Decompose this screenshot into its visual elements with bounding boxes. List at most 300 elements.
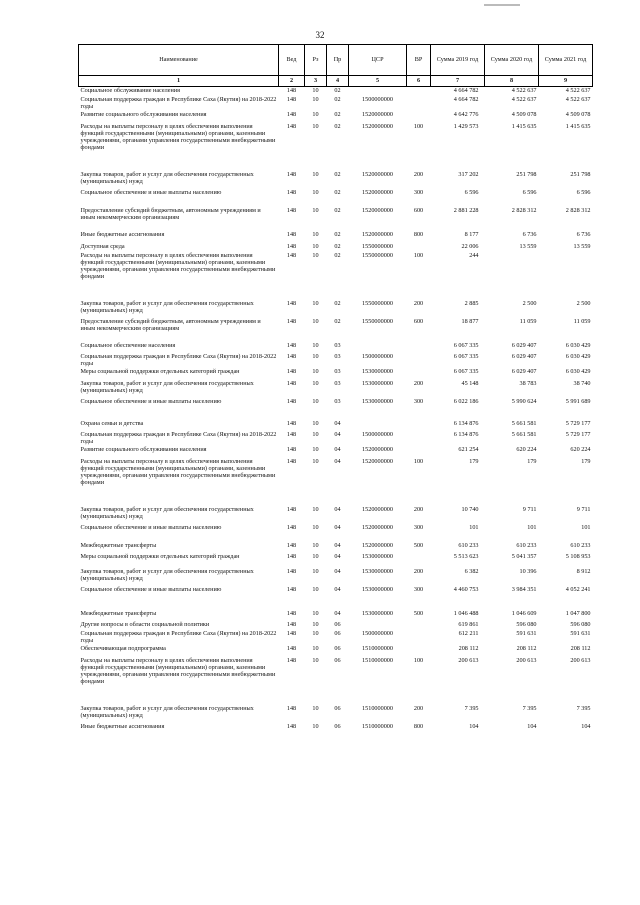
- row-sum-2020: 5 990 624: [511, 397, 537, 405]
- table-row: [79, 398, 593, 420]
- row-name: Охрана семьи и детства: [80, 419, 144, 427]
- column-number: 9: [539, 76, 593, 87]
- row-sum-2020: 1 415 635: [511, 122, 537, 130]
- row-rz: 10: [312, 95, 319, 103]
- row-ved: 148: [286, 299, 297, 307]
- row-name: Закупка товаров, работ и услуг для обеспечения государственных (муниципальных) нужд: [80, 505, 254, 520]
- row-sum-2021: 4 509 078: [565, 110, 591, 118]
- row-rz: 10: [312, 629, 319, 637]
- row-sum-2019: 208 112: [458, 644, 479, 652]
- column-number: 7: [431, 76, 485, 87]
- row-name: Расходы на выплаты персоналу в целях обеспечения выполнения функций государственными (муниципальными) органами, казенными учреждениями, органами управления государственными внебюджетными фондами: [80, 656, 276, 686]
- row-sum-2020: 6 736: [522, 230, 537, 238]
- row-rz: 10: [312, 122, 319, 130]
- row-rz: 10: [312, 541, 319, 549]
- row-rz: 10: [312, 87, 319, 94]
- row-csr: 1510000000: [362, 656, 393, 664]
- page-number: 32: [315, 30, 325, 40]
- row-rz: 10: [312, 419, 319, 427]
- header-pr: Пр: [327, 45, 349, 76]
- row-ved: 148: [286, 722, 297, 730]
- row-pr: 02: [334, 230, 341, 238]
- row-ved: 148: [286, 567, 297, 575]
- row-pr: 04: [334, 419, 341, 427]
- row-ved: 148: [286, 188, 297, 196]
- row-sum-2021: 13 559: [573, 242, 591, 250]
- row-csr: 1500000000: [362, 430, 393, 438]
- table-row: [79, 446, 593, 458]
- row-sum-2021: 5 991 689: [565, 397, 591, 405]
- row-rz: 10: [312, 585, 319, 593]
- row-sum-2019: 6 596: [464, 188, 479, 196]
- row-vr: [407, 87, 431, 96]
- row-sum-2020: 10 396: [519, 567, 537, 575]
- row-vr: [407, 420, 431, 431]
- row-sum-2019: 317 202: [458, 170, 479, 178]
- row-sum-2021: 5 729 177: [565, 430, 591, 438]
- row-vr: 200: [413, 704, 424, 712]
- column-number: 4: [327, 76, 349, 87]
- row-rz: 10: [312, 505, 319, 513]
- row-pr: 03: [334, 367, 341, 375]
- row-sum-2020: 6 029 407: [511, 367, 537, 375]
- row-rz: 10: [312, 110, 319, 118]
- row-sum-2021: 2 828 312: [565, 206, 591, 214]
- row-sum-2021: 1 415 635: [565, 122, 591, 130]
- table-header-row: [79, 45, 593, 76]
- row-sum-2020: 11 059: [519, 317, 537, 325]
- row-csr: 1510000000: [362, 644, 393, 652]
- row-sum-2020: 251 798: [516, 170, 537, 178]
- row-csr: 1520000000: [362, 505, 393, 513]
- row-csr: 1510000000: [362, 722, 393, 730]
- row-sum-2019: 22 006: [461, 242, 479, 250]
- row-sum-2020: 5 661 581: [511, 430, 537, 438]
- row-name: Межбюджетные трансферты: [80, 541, 157, 549]
- table-row: [79, 524, 593, 542]
- row-rz: 10: [312, 242, 319, 250]
- row-rz: 10: [312, 379, 319, 387]
- row-sum-2019: 45 148: [461, 379, 479, 387]
- row-pr: 02: [334, 95, 341, 103]
- row-pr: 02: [334, 110, 341, 118]
- row-pr: 06: [334, 722, 341, 730]
- row-ved: 148: [286, 656, 297, 664]
- row-vr: 300: [413, 188, 424, 196]
- row-ved: 148: [286, 523, 297, 531]
- row-ved: 148: [286, 704, 297, 712]
- table-row: [79, 645, 593, 657]
- table-row: [79, 300, 593, 318]
- row-sum-2019: 612 211: [458, 629, 479, 637]
- row-rz: 10: [312, 251, 319, 259]
- row-sum-2021: 6 736: [576, 230, 591, 238]
- row-ved: 148: [286, 457, 297, 465]
- row-rz: 10: [312, 230, 319, 238]
- row-csr: 1530000000: [362, 567, 393, 575]
- row-ved: 148: [286, 367, 297, 375]
- row-pr: 04: [334, 585, 341, 593]
- row-sum-2021: 104: [581, 722, 591, 730]
- table-row: [79, 111, 593, 123]
- row-sum-2019: 18 877: [461, 317, 479, 325]
- row-sum-2020: 6 596: [522, 188, 537, 196]
- table-row: [79, 705, 593, 723]
- row-sum-2019: 4 664 782: [453, 95, 479, 103]
- table-row: [79, 621, 593, 630]
- row-sum-2019: 6 067 335: [453, 367, 479, 375]
- row-csr: [349, 621, 407, 630]
- row-sum-2019: 2 881 228: [453, 206, 479, 214]
- table-row: [79, 542, 593, 553]
- table-row: [79, 553, 593, 568]
- row-sum-2020: 591 631: [516, 629, 537, 637]
- row-vr: 200: [413, 379, 424, 387]
- row-sum-2021: [539, 252, 593, 300]
- row-name: Закупка товаров, работ и услуг для обеспечения государственных (муниципальных) нужд: [80, 170, 254, 185]
- row-sum-2020: 4 509 078: [511, 110, 537, 118]
- row-pr: 02: [334, 170, 341, 178]
- row-sum-2021: 591 631: [570, 629, 591, 637]
- table-row: [79, 353, 593, 368]
- row-csr: 1520000000: [362, 110, 393, 118]
- row-rz: 10: [312, 367, 319, 375]
- row-rz: 10: [312, 552, 319, 560]
- row-pr: 06: [334, 644, 341, 652]
- row-ved: 148: [286, 317, 297, 325]
- row-vr: [407, 243, 431, 252]
- row-ved: 148: [286, 122, 297, 130]
- table-row: [79, 657, 593, 705]
- row-sum-2019: 179: [469, 457, 479, 465]
- row-sum-2020: 38 783: [519, 379, 537, 387]
- row-sum-2021: 8 912: [576, 567, 591, 575]
- row-pr: 04: [334, 541, 341, 549]
- row-csr: 1530000000: [362, 397, 393, 405]
- row-csr: 1530000000: [362, 367, 393, 375]
- row-name: Иные бюджетные ассигнования: [80, 722, 165, 730]
- table-row: [79, 431, 593, 446]
- row-vr: 600: [413, 317, 424, 325]
- budget-table: [78, 44, 593, 733]
- row-name: Социальная поддержка граждан в Республике Саха (Якутия) на 2018-2022 годы: [80, 430, 277, 445]
- row-ved: 148: [286, 242, 297, 250]
- row-pr: 04: [334, 445, 341, 453]
- row-sum-2020: 1 046 609: [511, 609, 537, 617]
- row-vr: 200: [413, 505, 424, 513]
- row-name: Расходы на выплаты персоналу в целях обеспечения выполнения функций государственными (муниципальными) органами, казенными учреждениями, органами управления государственными внебюджетными фондами: [80, 457, 276, 487]
- row-csr: 1520000000: [362, 445, 393, 453]
- row-sum-2019: 1 046 488: [453, 609, 479, 617]
- row-ved: 148: [286, 541, 297, 549]
- row-sum-2021: 7 395: [576, 704, 591, 712]
- row-csr: 1520000000: [362, 122, 393, 130]
- row-sum-2020: 9 711: [522, 505, 537, 513]
- row-pr: 02: [334, 87, 341, 94]
- row-pr: 04: [334, 523, 341, 531]
- row-sum-2021: 5 108 953: [565, 552, 591, 560]
- row-sum-2020: 610 233: [516, 541, 537, 549]
- row-rz: 10: [312, 341, 319, 349]
- row-pr: 06: [334, 620, 341, 628]
- row-pr: 04: [334, 505, 341, 513]
- table-row: [79, 96, 593, 111]
- scan-mark: [484, 4, 520, 6]
- row-name: Социальное обслуживание населения: [80, 87, 180, 94]
- row-sum-2019: 2 885: [464, 299, 479, 307]
- row-sum-2020: 4 522 637: [511, 87, 537, 94]
- row-name: Меры социальной поддержки отдельных категорий граждан: [80, 552, 240, 560]
- row-vr: [407, 621, 431, 630]
- row-ved: 148: [286, 352, 297, 360]
- row-pr: 04: [334, 430, 341, 438]
- row-sum-2021: 251 798: [570, 170, 591, 178]
- row-sum-2019: 104: [469, 722, 479, 730]
- table-row: [79, 380, 593, 398]
- row-rz: 10: [312, 457, 319, 465]
- column-number: 3: [305, 76, 327, 87]
- row-pr: 02: [334, 242, 341, 250]
- row-sum-2021: 200 613: [570, 656, 591, 664]
- header-rz: Рз: [305, 45, 327, 76]
- table-row: [79, 506, 593, 524]
- row-ved: 148: [286, 170, 297, 178]
- row-ved: 148: [286, 251, 297, 259]
- row-sum-2019: 244: [469, 251, 479, 259]
- row-ved: 148: [286, 644, 297, 652]
- row-csr: [349, 420, 407, 431]
- row-name: Социальное обеспечение и иные выплаты населению: [80, 523, 222, 531]
- row-vr: [407, 342, 431, 353]
- row-vr: [407, 446, 431, 458]
- row-name: Развитие социального обслуживания населения: [80, 445, 207, 453]
- row-sum-2021: 2 500: [576, 299, 591, 307]
- row-vr: [407, 431, 431, 446]
- row-sum-2021: 208 112: [570, 644, 591, 652]
- row-sum-2019: 6 134 876: [453, 430, 479, 438]
- table-row: [79, 630, 593, 645]
- row-sum-2019: 6 134 876: [453, 419, 479, 427]
- row-sum-2019: 101: [469, 523, 479, 531]
- row-vr: 600: [413, 206, 424, 214]
- row-pr: 02: [334, 188, 341, 196]
- header-ved: Вед: [279, 45, 305, 76]
- row-pr: 04: [334, 567, 341, 575]
- row-name: Социальное обеспечение и иные выплаты населению: [80, 585, 222, 593]
- row-sum-2021: 4 522 637: [565, 95, 591, 103]
- column-number-row: [79, 76, 593, 87]
- row-ved: 148: [286, 230, 297, 238]
- row-rz: 10: [312, 430, 319, 438]
- row-vr: 500: [413, 609, 424, 617]
- header-name: Наименование: [79, 45, 279, 76]
- row-name: Предоставление субсидий бюджетным, автономным учреждениям и иным некоммерческим организациям: [80, 206, 261, 221]
- row-rz: 10: [312, 644, 319, 652]
- row-vr: 200: [413, 299, 424, 307]
- row-sum-2020: 208 112: [516, 644, 537, 652]
- row-csr: 1500000000: [362, 352, 393, 360]
- row-rz: 10: [312, 397, 319, 405]
- row-sum-2020: 101: [527, 523, 537, 531]
- row-csr: 1520000000: [362, 170, 393, 178]
- row-vr: 300: [413, 585, 424, 593]
- row-csr: 1520000000: [362, 457, 393, 465]
- row-csr: 1550000000: [362, 299, 393, 307]
- row-pr: 02: [334, 206, 341, 214]
- row-name: Другие вопросы в области социальной политики: [80, 620, 210, 628]
- row-rz: 10: [312, 170, 319, 178]
- table-row: [79, 231, 593, 243]
- row-ved: 148: [286, 87, 297, 94]
- row-sum-2019: 10 740: [461, 505, 479, 513]
- row-name: Предоставление субсидий бюджетным, автономным учреждениям и иным некоммерческим организациям: [80, 317, 261, 332]
- table-row: [79, 420, 593, 431]
- row-sum-2020: 6 029 407: [511, 341, 537, 349]
- row-vr: 100: [413, 122, 424, 130]
- header-sum-2020: Сумма 2020 год: [485, 45, 539, 76]
- row-name: Иные бюджетные ассигнования: [80, 230, 165, 238]
- row-sum-2019: 200 613: [458, 656, 479, 664]
- row-csr: 1500000000: [362, 629, 393, 637]
- table-row: [79, 368, 593, 380]
- row-ved: 148: [286, 419, 297, 427]
- row-pr: 04: [334, 552, 341, 560]
- row-vr: 100: [413, 251, 424, 259]
- row-sum-2020: 2 828 312: [511, 206, 537, 214]
- row-sum-2019: 6 067 335: [453, 341, 479, 349]
- column-number: 8: [485, 76, 539, 87]
- row-rz: 10: [312, 299, 319, 307]
- row-sum-2021: 6 030 429: [565, 367, 591, 375]
- row-rz: 10: [312, 722, 319, 730]
- table-row: [79, 87, 593, 96]
- row-ved: 148: [286, 341, 297, 349]
- row-name: Социальная поддержка граждан в Республике Саха (Якутия) на 2018-2022 годы: [80, 352, 277, 367]
- row-pr: 02: [334, 299, 341, 307]
- table-row: [79, 252, 593, 300]
- row-vr: 100: [413, 656, 424, 664]
- row-rz: 10: [312, 188, 319, 196]
- row-sum-2021: 620 224: [570, 445, 591, 453]
- table-row: [79, 610, 593, 621]
- row-sum-2020: 596 080: [516, 620, 537, 628]
- row-sum-2019: 610 233: [458, 541, 479, 549]
- row-name: Меры социальной поддержки отдельных категорий граждан: [80, 367, 240, 375]
- header-csr: ЦСР: [349, 45, 407, 76]
- row-rz: 10: [312, 609, 319, 617]
- row-name: Социальная поддержка граждан в Республике Саха (Якутия) на 2018-2022 годы: [80, 95, 277, 110]
- table-row: [79, 318, 593, 342]
- row-sum-2021: 6 596: [576, 188, 591, 196]
- row-vr: 200: [413, 170, 424, 178]
- row-vr: 300: [413, 523, 424, 531]
- row-pr: 03: [334, 397, 341, 405]
- row-pr: 04: [334, 457, 341, 465]
- row-sum-2021: 610 233: [570, 541, 591, 549]
- row-sum-2020: 179: [527, 457, 537, 465]
- row-ved: 148: [286, 379, 297, 387]
- row-vr: [407, 111, 431, 123]
- table-row: [79, 586, 593, 610]
- row-sum-2019: 619 861: [458, 620, 479, 628]
- row-sum-2020: 4 522 637: [511, 95, 537, 103]
- row-sum-2019: 6 382: [464, 567, 479, 575]
- row-vr: 300: [413, 397, 424, 405]
- row-sum-2020: 104: [527, 722, 537, 730]
- row-sum-2020: 6 029 407: [511, 352, 537, 360]
- row-name: Расходы на выплаты персоналу в целях обеспечения выполнения функций государственными (муниципальными) органами, казенными учреждениями, органами управления государственными внебюджетными фондами: [80, 122, 276, 152]
- row-sum-2020: 2 500: [522, 299, 537, 307]
- row-name: Закупка товаров, работ и услуг для обеспечения государственных (муниципальных) нужд: [80, 704, 254, 719]
- row-ved: 148: [286, 620, 297, 628]
- table-row: [79, 723, 593, 733]
- row-sum-2020: [485, 252, 539, 300]
- table-row: [79, 243, 593, 252]
- table-row: [79, 568, 593, 586]
- row-sum-2021: 4 052 241: [565, 585, 591, 593]
- row-rz: 10: [312, 317, 319, 325]
- row-pr: 06: [334, 704, 341, 712]
- row-sum-2019: 6 022 186: [453, 397, 479, 405]
- row-vr: [407, 368, 431, 380]
- row-ved: 148: [286, 552, 297, 560]
- row-csr: [349, 342, 407, 353]
- row-csr: 1520000000: [362, 523, 393, 531]
- row-vr: [407, 645, 431, 657]
- column-number: 6: [407, 76, 431, 87]
- row-name: Расходы на выплаты персоналу в целях обеспечения выполнения функций государственными (муниципальными) органами, казенными учреждениями, органами управления государственными внебюджетными фондами: [80, 251, 276, 281]
- header-sum-2021: Сумма 2021 год: [539, 45, 593, 76]
- row-sum-2019: 4 460 753: [453, 585, 479, 593]
- row-sum-2020: 620 224: [516, 445, 537, 453]
- row-vr: 500: [413, 541, 424, 549]
- row-csr: 1550000000: [362, 251, 393, 259]
- row-ved: 148: [286, 95, 297, 103]
- row-rz: 10: [312, 352, 319, 360]
- header-vr: ВР: [407, 45, 431, 76]
- row-sum-2019: 7 395: [464, 704, 479, 712]
- row-pr: 03: [334, 379, 341, 387]
- row-vr: 800: [413, 230, 424, 238]
- row-name: Обеспечивающая подпрограмма: [80, 644, 166, 652]
- table-row: [79, 207, 593, 231]
- row-csr: 1530000000: [362, 585, 393, 593]
- row-csr: 1520000000: [362, 188, 393, 196]
- row-vr: 800: [413, 722, 424, 730]
- row-csr: 1550000000: [362, 317, 393, 325]
- row-ved: 148: [286, 110, 297, 118]
- row-rz: 10: [312, 445, 319, 453]
- row-ved: 148: [286, 505, 297, 513]
- row-name: Закупка товаров, работ и услуг для обеспечения государственных (муниципальных) нужд: [80, 299, 254, 314]
- row-vr: [407, 553, 431, 568]
- row-sum-2021: 11 059: [573, 317, 591, 325]
- row-sum-2019: 5 513 623: [453, 552, 479, 560]
- row-sum-2020: 13 559: [519, 242, 537, 250]
- row-name: Социальное обеспечение и иные выплаты населению: [80, 397, 222, 405]
- row-sum-2021: 179: [581, 457, 591, 465]
- row-name: Развитие социального обслуживания населения: [80, 110, 207, 118]
- row-vr: [407, 353, 431, 368]
- row-sum-2021: 4 522 637: [565, 87, 591, 94]
- table-row: [79, 189, 593, 207]
- header-sum-2019: Сумма 2019 год: [431, 45, 485, 76]
- row-csr: 1520000000: [362, 230, 393, 238]
- row-ved: 148: [286, 609, 297, 617]
- row-vr: 200: [413, 567, 424, 575]
- row-csr: 1520000000: [362, 206, 393, 214]
- row-sum-2020: 5 041 357: [511, 552, 537, 560]
